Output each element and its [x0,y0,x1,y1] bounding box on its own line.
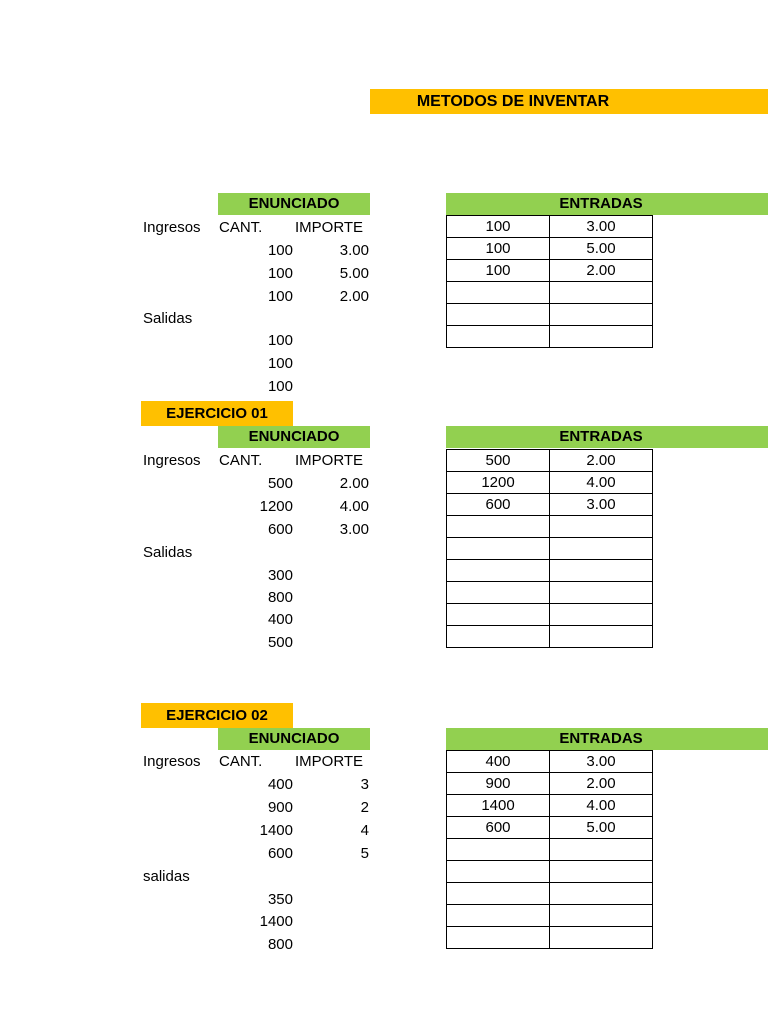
entrada-cant-cell[interactable] [447,905,550,927]
entrada-cant-cell[interactable] [447,839,550,861]
table-row [447,839,653,861]
ejercicio-02-banner: EJERCICIO 02 [141,703,293,728]
entrada-importe-cell[interactable]: 3.00 [550,216,653,238]
entrada-importe-cell[interactable] [550,582,653,604]
salidas-label: Salidas [143,544,193,561]
entrada-cant-cell[interactable]: 900 [447,773,550,795]
ingreso-cant: 600 [267,521,293,538]
entradas-header [446,426,768,448]
enunciado-header: ENUNCIADO [218,193,370,215]
entrada-cant-cell[interactable] [447,927,550,949]
table-row [447,773,653,795]
entrada-cant-cell[interactable] [447,861,550,883]
ingreso-importe: 2.00 [339,475,369,492]
table-row [447,905,653,927]
entradas-header-label: ENTRADAS [559,428,643,445]
entradas-header-label: ENTRADAS [559,730,643,747]
entradas-header [446,728,768,750]
entrada-importe-cell[interactable] [550,304,653,326]
entrada-cant-cell[interactable]: 600 [447,494,550,516]
entrada-cant-cell[interactable]: 100 [447,216,550,238]
table-row [447,604,653,626]
cant-header: CANT. [219,219,263,236]
entrada-importe-cell[interactable] [550,516,653,538]
entrada-importe-cell[interactable]: 5.00 [550,238,653,260]
ingreso-cant: 600 [267,845,293,862]
table-row [447,626,653,648]
ingreso-importe: 4 [360,822,369,839]
ingreso-cant: 100 [267,265,293,282]
ingresos-label: Ingresos [143,219,201,236]
table-row [447,538,653,560]
salida-cant: 100 [267,378,293,395]
salida-cant: 100 [267,355,293,372]
salidas-label: Salidas [143,310,193,327]
salida-cant: 1400 [259,913,293,930]
salida-cant: 400 [267,611,293,628]
ingreso-cant: 100 [267,288,293,305]
salida-cant: 300 [267,567,293,584]
entrada-importe-cell[interactable] [550,326,653,348]
ejercicio-01-banner: EJERCICIO 01 [141,401,293,426]
table-row [447,795,653,817]
ingreso-importe: 3 [360,776,369,793]
importe-header: IMPORTE [295,753,364,770]
table-row [447,216,653,238]
entradas-table [446,449,653,648]
entrada-importe-cell[interactable] [550,538,653,560]
salida-cant: 500 [267,634,293,651]
entrada-importe-cell[interactable]: 4.00 [550,472,653,494]
table-row [447,304,653,326]
ingreso-cant: 500 [267,475,293,492]
table-row [447,326,653,348]
importe-header: IMPORTE [295,452,364,469]
table-row [447,883,653,905]
table-row [447,472,653,494]
entrada-importe-cell[interactable]: 2.00 [550,773,653,795]
entrada-cant-cell[interactable]: 400 [447,751,550,773]
ingresos-label: Ingresos [143,753,201,770]
ingresos-label: Ingresos [143,452,201,469]
entrada-cant-cell[interactable]: 1200 [447,472,550,494]
entrada-importe-cell[interactable]: 5.00 [550,817,653,839]
table-row [447,238,653,260]
entrada-cant-cell[interactable] [447,582,550,604]
entrada-cant-cell[interactable] [447,326,550,348]
cant-header: CANT. [219,753,263,770]
entradas-header-label: ENTRADAS [559,195,643,212]
table-row [447,560,653,582]
table-row [447,450,653,472]
entrada-cant-cell[interactable] [447,538,550,560]
ingreso-importe: 2 [360,799,369,816]
table-row [447,927,653,949]
enunciado-header: ENUNCIADO [218,426,370,448]
table-row [447,817,653,839]
entrada-cant-cell[interactable] [447,626,550,648]
entrada-importe-cell[interactable]: 2.00 [550,260,653,282]
table-row [447,494,653,516]
ingreso-importe: 3.00 [339,242,369,259]
entrada-cant-cell[interactable] [447,304,550,326]
entrada-importe-cell[interactable] [550,282,653,304]
ingreso-cant: 1400 [259,822,293,839]
entradas-table [446,750,653,949]
salida-cant: 100 [267,332,293,349]
sheet-title: METODOS DE INVENTAR [416,93,610,110]
entrada-importe-cell[interactable]: 2.00 [550,450,653,472]
entrada-importe-cell[interactable] [550,839,653,861]
entrada-cant-cell[interactable] [447,282,550,304]
ingreso-cant: 100 [267,242,293,259]
entrada-cant-cell[interactable] [447,560,550,582]
entrada-cant-cell[interactable]: 500 [447,450,550,472]
entrada-cant-cell[interactable]: 100 [447,260,550,282]
table-row [447,516,653,538]
entrada-importe-cell[interactable] [550,883,653,905]
entradas-header [446,193,768,215]
entrada-importe-cell[interactable] [550,927,653,949]
importe-header: IMPORTE [295,219,364,236]
ingreso-importe: 5.00 [339,265,369,282]
ingreso-cant: 400 [267,776,293,793]
entrada-cant-cell[interactable]: 1400 [447,795,550,817]
entrada-cant-cell[interactable] [447,516,550,538]
entrada-cant-cell[interactable]: 100 [447,238,550,260]
entrada-importe-cell[interactable] [550,861,653,883]
entrada-importe-cell[interactable] [550,604,653,626]
ingreso-importe: 3.00 [339,521,369,538]
entrada-cant-cell[interactable] [447,604,550,626]
salida-cant: 350 [267,891,293,908]
entrada-importe-cell[interactable] [550,560,653,582]
sheet-title-banner [370,89,768,114]
enunciado-header: ENUNCIADO [218,728,370,750]
entrada-importe-cell[interactable] [550,905,653,927]
ingreso-importe: 4.00 [339,498,369,515]
entrada-cant-cell[interactable]: 600 [447,817,550,839]
table-row [447,751,653,773]
entradas-table [446,215,653,348]
entrada-importe-cell[interactable]: 3.00 [550,751,653,773]
ingreso-cant: 1200 [259,498,293,515]
table-row [447,282,653,304]
salidas-label: salidas [143,868,190,885]
ingreso-importe: 5 [360,845,369,862]
salida-cant: 800 [267,936,293,953]
table-row [447,260,653,282]
cant-header: CANT. [219,452,263,469]
entrada-importe-cell[interactable] [550,626,653,648]
salida-cant: 800 [267,589,293,606]
entrada-importe-cell[interactable]: 4.00 [550,795,653,817]
table-row [447,861,653,883]
ingreso-importe: 2.00 [339,288,369,305]
entrada-cant-cell[interactable] [447,883,550,905]
table-row [447,582,653,604]
ingreso-cant: 900 [267,799,293,816]
entrada-importe-cell[interactable]: 3.00 [550,494,653,516]
